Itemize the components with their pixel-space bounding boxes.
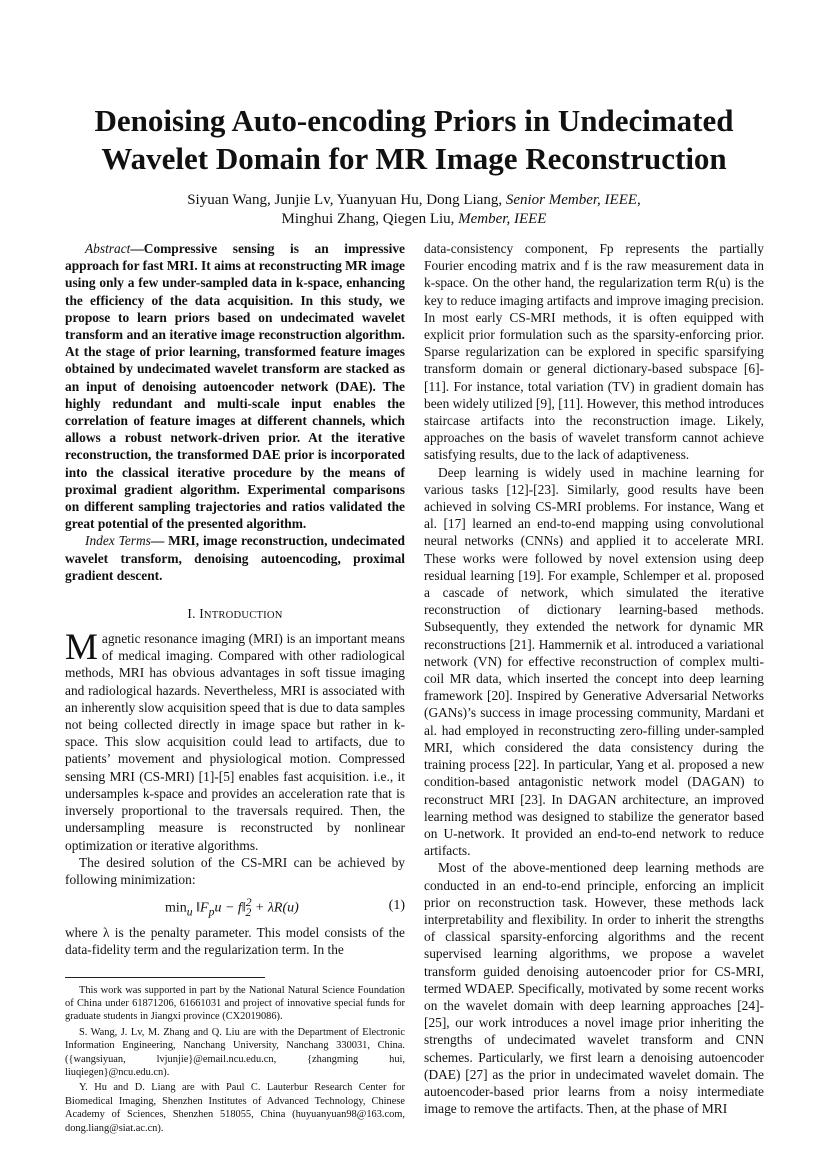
abstract <box>65 240 405 532</box>
section-number: I. <box>187 606 196 622</box>
footnote-affiliation-2: Y. Hu and D. Liang are with Paul C. Lauterbur Research Center for Biomedical Imaging, Shenzhen Institutes of Advanced Technology, Chinese Academy of Sciences, Shenzhen 518055, China (huyuanyuan98@163.com, dong.liang@siat.ac.cn). <box>65 1082 405 1134</box>
intro-paragraph-1 <box>65 627 405 854</box>
author-names-1: Siyuan Wang, Junjie Lv, Yuanyuan Hu, Dong Liang, <box>187 192 506 208</box>
intro-text-1: agnetic resonance imaging (MRI) is an important means of medical imaging. Compared with other radiological methods, MRI has obvious advantages in soft tissue imaging and radiological hazards. Nevertheless, MRI is associated with an inherently slow acquisition speed that is due to data samples not being collected directly in image space but rather in k-space. This slow acquisition could lead to artifacts, due to patients’ movement and physiological motion. Compressed sensing MRI (CS-MRI) [1]-[5] enables fast acquisition. i.e., it undersamples k-space and provides an acceleration rate that is inversely proportional to the traversals required. Then, the undersampling measure is reconstructed by nonlinear optimization or iterative algorithms. <box>65 631 405 853</box>
footnote-divider <box>65 977 265 978</box>
footnote-affiliation-1: S. Wang, J. Lv, M. Zhang and Q. Liu are with the Department of Electronic Information Engineering, Nanchang University, Nanchang 330031, China. ({wangsiyuan, lvjunjie}@email.ncu.edu.cn, {zhangming hui, liuqiegen}@ncu.edu.cn). <box>65 1026 405 1078</box>
equation-body: $\min_u$ $‖F_pu$ − f‖$^2_2$ + λR(u) <box>165 896 299 919</box>
author-names-2: Minghui Zhang, Qiegen Liu, <box>281 211 459 227</box>
abstract-label: Abstract <box>85 241 131 256</box>
section-title-rest: NTRODUCTION <box>203 610 283 622</box>
author-list <box>60 191 768 229</box>
intro-paragraph-2: The desired solution of the CS-MRI can be achieved by following minimization: <box>65 854 405 887</box>
drop-cap: M <box>65 627 98 669</box>
left-column <box>65 240 405 1137</box>
index-terms-label: Index Terms <box>85 533 151 549</box>
intro-paragraph-3: where λ is the penalty parameter. This model consists of the data-fidelity term and the regularization term. In the <box>65 925 405 958</box>
footnote-funding: This work was supported in part by the National Natural Science Foundation of China under 61871206, 61661031 and project of innovative special funds for graduate students in Jiangxi province (CX2019086). <box>65 984 405 1023</box>
abstract-text: —Compressive sensing is an impressive approach for fast MRI. It aims at reconstructing MR image using only a few under-sampled data in k-space, enhancing the efficiency of the data acquisition. In this study, we propose to learn priors based on undecimated wavelet transform and an iterative image reconstruction algorithm. At the stage of prior learning, transformed feature images obtained by undecimated wavelet transform are stacked as an input of denoising autoencoder network (DAE). The highly redundant and multi-scale input enables the correlation of feature images at different channels, which allows a robust network-driven prior. At the iterative reconstruction, the transformed DAE prior is incorporated into the classical iterative procedure by the means of proximal gradient algorithm. Experimental comparisons on different sampling trajectories and ratios validated the great potential of the presented algorithm. <box>65 241 405 532</box>
body-paragraph-1: data-consistency component, Fp represents the partially Fourier encoding matrix and f is the raw measurement data in k-space. On the other hand, the regularization term R(u) is the key to reduce imaging artifacts and improve imaging precision. In most early CS-MRI methods, it is often equipped with explicit prior formulation such as the sparsity-enforcing prior. Sparse regularization can be explored in specific sparsifying transform domain or general dictionary-based subspace [6]-[11]. For instance, total variation (TV) in gradient domain has been widely utilized [9], [11]. However, this method introduces staircase artifacts into the reconstruction image. Likely, approaches on the basis of wavelet transform cannot achieve satisfying results, due to the lack of adaptiveness. <box>424 241 764 463</box>
equation-1 <box>65 892 405 922</box>
author-line-1 <box>60 191 768 210</box>
author-membership-1: Senior Member, IEEE <box>505 192 638 208</box>
author-comma: , <box>637 192 641 208</box>
author-membership-2: Member, IEEE <box>458 211 547 227</box>
body-paragraph-2: Deep learning is widely used in machine learning for various tasks [12]-[23]. Similarly, good results have been achieved in solving CS-MRI problems. For instance, Wang et al. [17] learned an end-to-end mapping using convolutional neural networks (CNNs) and applied it to accelerate MRI. These works were followed by novel extension using deep residual learning [19]. For example, Schlemper et al. proposed a cascade of network, which simulated the iterative reconstruction of dictionary learning-based methods. Subsequently, they extended the network for dynamic MR reconstructions [21]. Hammernik et al. introduced a variational network (VN) for effective reconstruction of complex multi-coil MR data, which inserted the concept into deep learning framework [20]. Inspired by Generative Adversarial Networks (GANs)’s success in image processing community, Mardani et al. had employed in reconstructing zero-filling under-sampled MRI, which considered the data consistency during the training process [22]. In particular, Yang et al. proposed a new condition-based antagonistic network model (DAGAN) to reconstruct MRI [23]. In DAGAN architecture, an improved learning method was designed to stabilize the generator based on U-network. It provided an end-to-end network to reduce artifacts. <box>424 464 764 859</box>
author-line-2 <box>60 210 768 229</box>
section-heading <box>65 606 405 622</box>
right-column <box>424 240 764 1117</box>
section-title-first: I <box>199 606 204 622</box>
paper-title: Denoising Auto-encoding Priors in Undecimated Wavelet Domain for MR Image Reconstruction <box>94 103 734 176</box>
index-terms <box>65 532 405 584</box>
equation-number: (1) <box>388 898 405 914</box>
body-paragraph-3: Most of the above-mentioned deep learning methods are conducted in an end-to-end principle, enforcing an implicit prior on reconstruction task. However, these methods lack interpretability and flexibility. In order to inherit the strengths of classical sparsity-enforcing algorithms and the recent supervised learning algorithms, we propose a wavelet transform guided denoising autoencoder prior for CS-MRI, termed WDAEP. Specifically, motivated by some recent works on the wavelet domain with deep learning approaches [24]-[25], our work introduces a novel image prior inheriting the strengths of undecimated wavelet transform and CNN schemes. Particularly, we first learn a denoising autoencoder (DAE) [27] as the prior in undecimated wavelet domain. The autoencoder-based prior learns from a noisy intermediate image to remove the artifacts. Then, at the phase of MRI <box>424 860 764 1117</box>
index-terms-text: — MRI, image reconstruction, undecimated wavelet transform, denoising autoencoding, proximal gradient descent. <box>65 533 405 583</box>
